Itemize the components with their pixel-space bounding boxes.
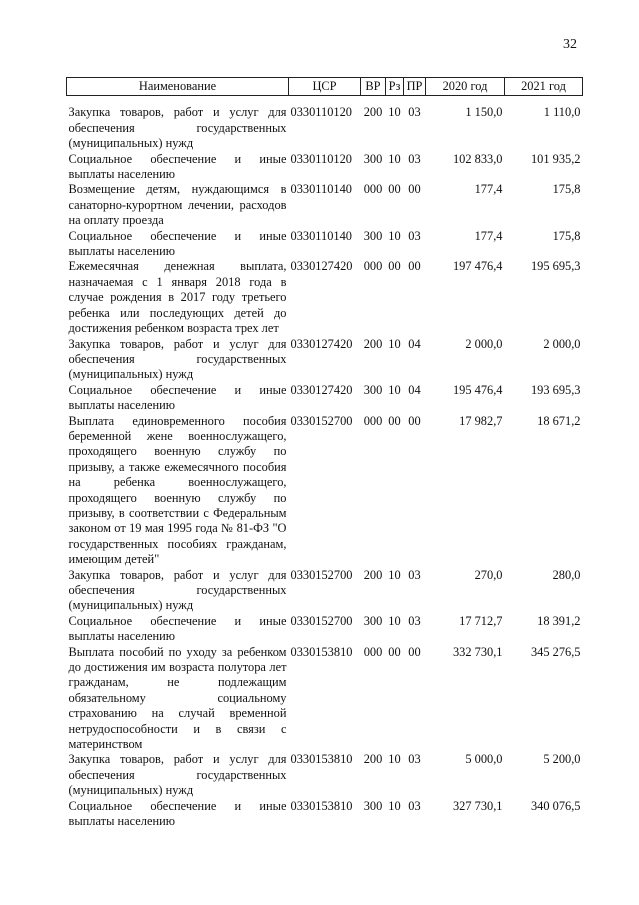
page-number: 32 bbox=[563, 37, 577, 52]
row-pr: 03 bbox=[408, 798, 421, 813]
row-rz: 10 bbox=[388, 798, 401, 813]
table-header bbox=[67, 78, 583, 96]
row-csr: 0330127420 bbox=[290, 382, 353, 397]
row-csr: 0330110140 bbox=[290, 182, 352, 197]
row-name: Социальное обеспечение и иные выплаты населению bbox=[68, 382, 287, 413]
row-2020: 17 982,7 bbox=[459, 413, 503, 428]
table-row bbox=[67, 568, 583, 614]
row-rz: 10 bbox=[388, 613, 401, 628]
header-2021: 2021 год bbox=[505, 78, 583, 96]
row-rz: 10 bbox=[388, 228, 401, 243]
row-2021: 2 000,0 bbox=[543, 336, 581, 351]
row-rz: 00 bbox=[388, 259, 401, 274]
row-2020: 177,4 bbox=[474, 228, 503, 243]
row-2021: 101 935,2 bbox=[530, 151, 581, 166]
row-rz: 10 bbox=[388, 382, 401, 397]
table-row bbox=[67, 799, 583, 830]
row-pr: 03 bbox=[408, 105, 421, 120]
row-vr: 000 bbox=[363, 644, 383, 659]
row-2021: 280,0 bbox=[552, 567, 581, 582]
row-2020: 1 150,0 bbox=[465, 105, 503, 120]
row-2021: 340 076,5 bbox=[530, 798, 581, 813]
row-vr: 300 bbox=[363, 798, 383, 813]
row-vr: 300 bbox=[363, 382, 383, 397]
row-name: Ежемесячная денежная выплата, назначаемая с 1 января 2018 года в случае рождения в 2017 году третьего ребенка или последующих детей до достижения ребенком возраста трех лет bbox=[68, 259, 287, 336]
row-2021: 195 695,3 bbox=[530, 259, 581, 274]
row-2021: 18 391,2 bbox=[537, 613, 581, 628]
row-2020: 197 476,4 bbox=[452, 259, 503, 274]
row-2020: 195 476,4 bbox=[452, 382, 503, 397]
row-csr: 0330153810 bbox=[290, 798, 353, 813]
row-rz: 00 bbox=[388, 644, 401, 659]
row-csr: 0330127420 bbox=[290, 336, 353, 351]
row-vr: 300 bbox=[363, 613, 383, 628]
row-2021: 5 200,0 bbox=[543, 752, 581, 767]
table-row bbox=[67, 337, 583, 383]
row-pr: 03 bbox=[408, 151, 421, 166]
row-vr: 300 bbox=[363, 228, 383, 243]
row-name: Возмещение детям, нуждающимся в санаторно-курортном лечении, расходов на оплату проезда bbox=[68, 182, 287, 228]
table-row bbox=[67, 105, 583, 151]
row-rz: 10 bbox=[388, 567, 401, 582]
row-2021: 1 110,0 bbox=[543, 105, 581, 120]
row-pr: 00 bbox=[408, 413, 421, 428]
table-row bbox=[67, 152, 583, 183]
row-csr: 0330110140 bbox=[290, 228, 352, 243]
table-row bbox=[67, 752, 583, 798]
row-vr: 200 bbox=[363, 752, 383, 767]
row-rz: 00 bbox=[388, 182, 401, 197]
row-name: Социальное обеспечение и иные выплаты населению bbox=[68, 613, 287, 644]
row-vr: 200 bbox=[363, 105, 383, 120]
row-2021: 345 276,5 bbox=[530, 644, 581, 659]
row-2020: 177,4 bbox=[474, 182, 503, 197]
row-name: Закупка товаров, работ и услуг для обеспечения государственных (муниципальных) нужд bbox=[68, 105, 287, 151]
row-2021: 18 671,2 bbox=[537, 413, 581, 428]
row-csr: 0330152700 bbox=[290, 413, 353, 428]
row-name: Социальное обеспечение и иные выплаты населению bbox=[68, 798, 287, 829]
row-name: Выплата единовременного пособия беременной жене военнослужащего, проходящего военную службу по призыву, а также ежемесячного пособия на ребенка военнослужащего, проходящего военную службу по призыву, в соответствии с Федеральным законом от 19 мая 1995 года № 81-ФЗ "О государственных пособиях гражданам, имеющим детей" bbox=[68, 413, 287, 567]
header-vr: ВР bbox=[361, 78, 386, 96]
table-row bbox=[67, 414, 583, 568]
row-name: Социальное обеспечение и иные выплаты населению bbox=[68, 151, 287, 182]
header-csr: ЦСР bbox=[289, 78, 361, 96]
budget-table bbox=[66, 77, 583, 830]
row-vr: 200 bbox=[363, 336, 383, 351]
row-vr: 000 bbox=[363, 182, 383, 197]
row-2020: 102 833,0 bbox=[452, 151, 503, 166]
row-csr: 0330127420 bbox=[290, 259, 353, 274]
table-row bbox=[67, 259, 583, 336]
header-name: Наименование bbox=[67, 78, 289, 96]
row-name: Социальное обеспечение и иные выплаты населению bbox=[68, 228, 287, 259]
row-pr: 03 bbox=[408, 613, 421, 628]
row-2020: 270,0 bbox=[474, 567, 503, 582]
row-name: Выплата пособий по уходу за ребенком до достижения им возраста полутора лет гражданам, не подлежащим обязательному социальному страхованию на случай временной нетрудоспособности и в связи с материнством bbox=[68, 644, 287, 752]
row-pr: 03 bbox=[408, 752, 421, 767]
row-csr: 0330152700 bbox=[290, 567, 353, 582]
row-2021: 175,8 bbox=[552, 182, 581, 197]
row-pr: 03 bbox=[408, 228, 421, 243]
row-2020: 327 730,1 bbox=[452, 798, 503, 813]
row-rz: 10 bbox=[388, 336, 401, 351]
row-name: Закупка товаров, работ и услуг для обеспечения государственных (муниципальных) нужд bbox=[68, 336, 287, 382]
row-csr: 0330110120 bbox=[290, 105, 352, 120]
row-csr: 0330152700 bbox=[290, 613, 353, 628]
row-2021: 193 695,3 bbox=[530, 382, 581, 397]
header-rz: Рз bbox=[386, 78, 404, 96]
row-name: Закупка товаров, работ и услуг для обеспечения государственных (муниципальных) нужд bbox=[68, 752, 287, 798]
row-vr: 000 bbox=[363, 413, 383, 428]
row-vr: 000 bbox=[363, 259, 383, 274]
row-pr: 00 bbox=[408, 259, 421, 274]
row-2020: 2 000,0 bbox=[465, 336, 503, 351]
row-pr: 00 bbox=[408, 182, 421, 197]
row-csr: 0330110120 bbox=[290, 151, 352, 166]
table-row bbox=[67, 182, 583, 228]
row-2020: 5 000,0 bbox=[465, 752, 503, 767]
table-body bbox=[67, 96, 583, 830]
table-row bbox=[67, 645, 583, 753]
row-csr: 0330153810 bbox=[290, 752, 353, 767]
row-rz: 00 bbox=[388, 413, 401, 428]
row-2020: 332 730,1 bbox=[452, 644, 503, 659]
row-rz: 10 bbox=[388, 151, 401, 166]
row-pr: 04 bbox=[408, 336, 421, 351]
table-row bbox=[67, 614, 583, 645]
row-csr: 0330153810 bbox=[290, 644, 353, 659]
header-pr: ПР bbox=[404, 78, 426, 96]
row-pr: 03 bbox=[408, 567, 421, 582]
row-vr: 200 bbox=[363, 567, 383, 582]
header-2020: 2020 год bbox=[426, 78, 505, 96]
row-rz: 10 bbox=[388, 752, 401, 767]
row-2020: 17 712,7 bbox=[459, 613, 503, 628]
row-vr: 300 bbox=[363, 151, 383, 166]
table-row bbox=[67, 383, 583, 414]
row-pr: 00 bbox=[408, 644, 421, 659]
table-row bbox=[67, 229, 583, 260]
row-rz: 10 bbox=[388, 105, 401, 120]
row-2021: 175,8 bbox=[552, 228, 581, 243]
row-pr: 04 bbox=[408, 382, 421, 397]
row-name: Закупка товаров, работ и услуг для обеспечения государственных (муниципальных) нужд bbox=[68, 567, 287, 613]
